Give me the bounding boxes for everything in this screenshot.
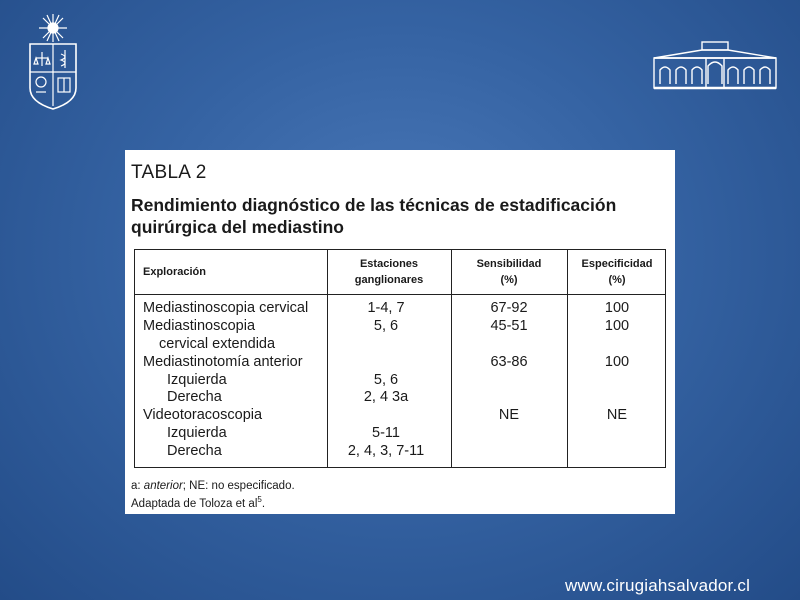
cell-exploracion: Izquierda: [167, 372, 227, 388]
cell-exploracion: Mediastinoscopia: [143, 318, 256, 334]
cell-exploracion: Derecha: [167, 443, 222, 459]
cell-sensibilidad: 63-86: [490, 354, 528, 370]
header-exploracion: Exploración: [143, 266, 206, 278]
cell-exploracion: cervical extendida: [159, 336, 276, 352]
website-url: www.cirugiahsalvador.cl: [565, 576, 751, 595]
cell-estaciones: 2, 4 3a: [363, 389, 409, 405]
table-panel: [125, 150, 675, 514]
header-divider: [135, 294, 665, 295]
cell-estaciones: 1-4, 7: [367, 300, 405, 316]
university-crest-icon: [24, 10, 82, 110]
cell-sensibilidad: NE: [498, 407, 520, 423]
table-label: TABLA 2: [131, 162, 207, 183]
cell-estaciones: 5, 6: [373, 372, 399, 388]
cell-exploracion: Mediastinoscopia cervical: [143, 300, 309, 316]
cell-exploracion: Izquierda: [167, 425, 227, 441]
cell-exploracion: Videotoracoscopia: [143, 407, 263, 423]
cell-especificidad: NE: [606, 407, 628, 423]
cell-especificidad: 100: [604, 354, 630, 370]
cell-exploracion: Derecha: [167, 389, 222, 405]
table-title: Rendimiento diagnóstico de las técnicas de estadificación quirúrgica del mediastino: [131, 195, 617, 237]
header-sensibilidad: Sensibilidad (%): [476, 258, 542, 286]
cell-especificidad: 100: [604, 300, 630, 316]
cell-sensibilidad: 67-92: [490, 300, 528, 316]
cell-exploracion: Mediastinotomía anterior: [143, 354, 303, 370]
table-footnote: a: anterior; NE: no especificado.: [131, 480, 295, 492]
cell-estaciones: 5-11: [372, 425, 400, 441]
data-table: [134, 249, 666, 468]
table-source: Adaptada de Toloza et $al^5$.: [131, 495, 266, 510]
cell-sensibilidad: 45-51: [490, 318, 528, 334]
header-estaciones: Estaciones ganglionares: [354, 258, 424, 286]
cell-estaciones: 5, 6: [373, 318, 399, 334]
hospital-building-icon: [652, 40, 778, 92]
header-especificidad: Especificidad (%): [581, 258, 653, 286]
cell-especificidad: 100: [604, 318, 630, 334]
cell-estaciones: 2, 4, 3, 7-11: [347, 443, 425, 459]
